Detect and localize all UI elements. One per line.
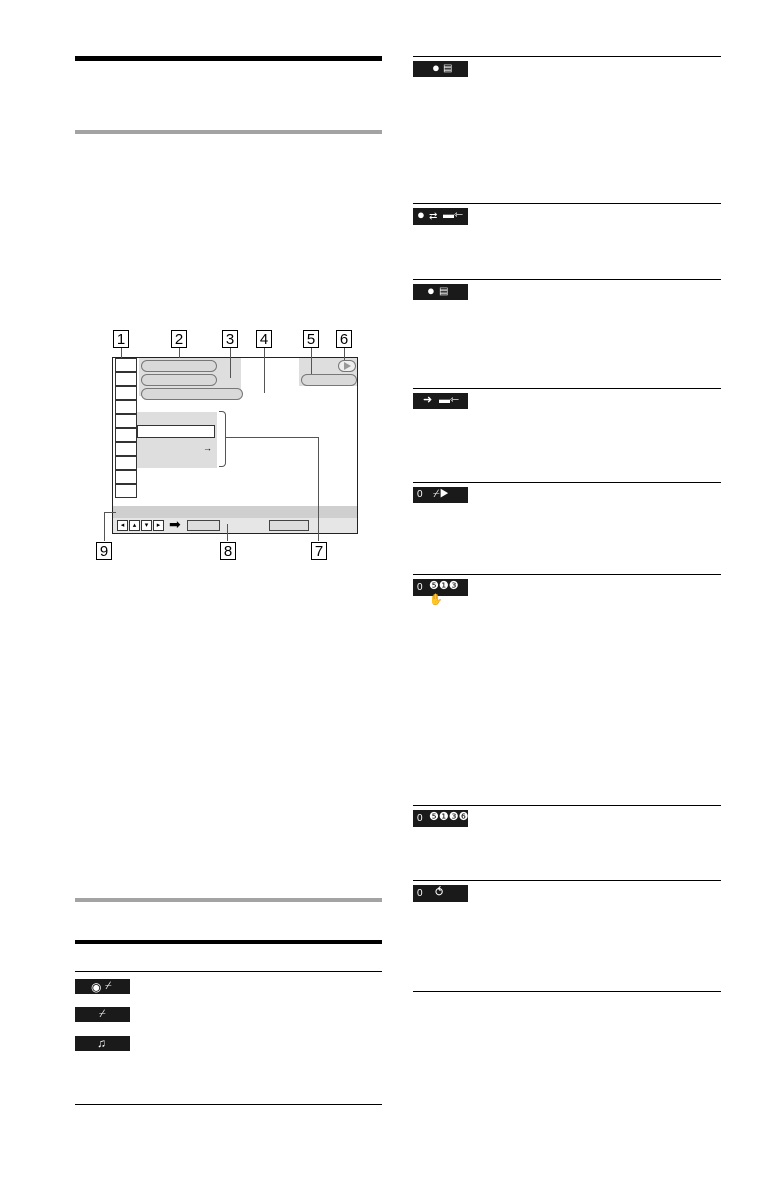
- section-grey-rule-2: [75, 898, 382, 902]
- status-bar: [113, 506, 357, 518]
- disc-video-icon: ◉ ⌿: [75, 979, 130, 994]
- disc-menu-icon: ● ▤: [413, 284, 468, 300]
- leader-4: [264, 348, 265, 393]
- arrow-keys-icon: ◂ ▴ ▾ ▸: [117, 520, 163, 531]
- music-note-icon: ♫: [75, 1036, 130, 1051]
- leader-7: [318, 437, 319, 541]
- callout-1: 1: [113, 330, 129, 348]
- leader-7h: [226, 437, 318, 438]
- numbered-prefix: 0: [417, 813, 423, 824]
- callout-4: 4: [256, 330, 272, 348]
- info-pill-title: [141, 360, 217, 372]
- leader-5: [311, 348, 312, 374]
- option-bracket: [219, 411, 226, 467]
- callout-9: 9: [96, 542, 112, 560]
- callout-6: 6: [336, 330, 352, 348]
- to-usb-icon: ➜ ▬⇽: [413, 393, 468, 409]
- leader-6: [344, 348, 345, 360]
- callout-8: 8: [220, 542, 236, 560]
- right-rule-1: [413, 203, 721, 204]
- disc-list-icon: ● ▤: [413, 61, 468, 77]
- right-rule-0: [413, 56, 721, 57]
- enter-button-icon: [187, 520, 220, 531]
- disc-to-usb-icon: ● ⇄ ▬⇽: [413, 208, 468, 225]
- play-status-icon: [338, 360, 356, 372]
- right-rule-3: [413, 388, 721, 389]
- next-arrow-icon: ➡: [169, 516, 181, 532]
- repeat-icon: 0 ⥀: [413, 885, 468, 902]
- leader-8: [227, 524, 228, 541]
- section-heavy-rule: [75, 56, 382, 61]
- right-rule-2: [413, 279, 721, 280]
- control-menu-diagram: [112, 357, 358, 534]
- right-rule-5: [413, 574, 721, 575]
- option-submenu-arrow: →: [203, 443, 212, 453]
- leader-9h: [104, 512, 116, 513]
- leader-3: [230, 348, 231, 378]
- right-rule-4: [413, 482, 721, 483]
- option-selected: [137, 425, 215, 438]
- title-play-icon: 0 ⌿▶: [413, 487, 468, 503]
- option-list: [137, 412, 217, 468]
- title-prefix: 0: [417, 489, 423, 500]
- menu-icon-column: [115, 358, 137, 494]
- table-bottom-rule: [75, 1104, 382, 1105]
- info-pill-chapter: [141, 374, 217, 386]
- callout-5: 5: [303, 330, 319, 348]
- callout-3: 3: [222, 330, 238, 348]
- chapter-prefix: 0: [417, 582, 423, 593]
- leader-9: [104, 512, 105, 541]
- table-header-rule: [75, 971, 382, 972]
- leader-1: [121, 348, 122, 358]
- numbered-discs-icon: 0 ❺❶❸❻: [413, 810, 468, 827]
- callout-7: 7: [311, 542, 327, 560]
- repeat-prefix: 0: [417, 888, 423, 899]
- chapter-touch-icon: 0 ❺❶❸✋: [413, 579, 468, 596]
- return-button-icon: [269, 520, 309, 531]
- table-heavy-rule: [75, 940, 382, 944]
- right-rule-7: [413, 880, 721, 881]
- leader-2: [179, 348, 180, 358]
- right-rule-6: [413, 805, 721, 806]
- section-grey-rule: [75, 130, 382, 134]
- info-pill-time: [141, 388, 243, 400]
- right-rule-end: [413, 991, 721, 992]
- media-type-pill: [301, 374, 357, 386]
- video-clapper-icon: ⌿: [75, 1007, 130, 1022]
- callout-2: 2: [171, 330, 187, 348]
